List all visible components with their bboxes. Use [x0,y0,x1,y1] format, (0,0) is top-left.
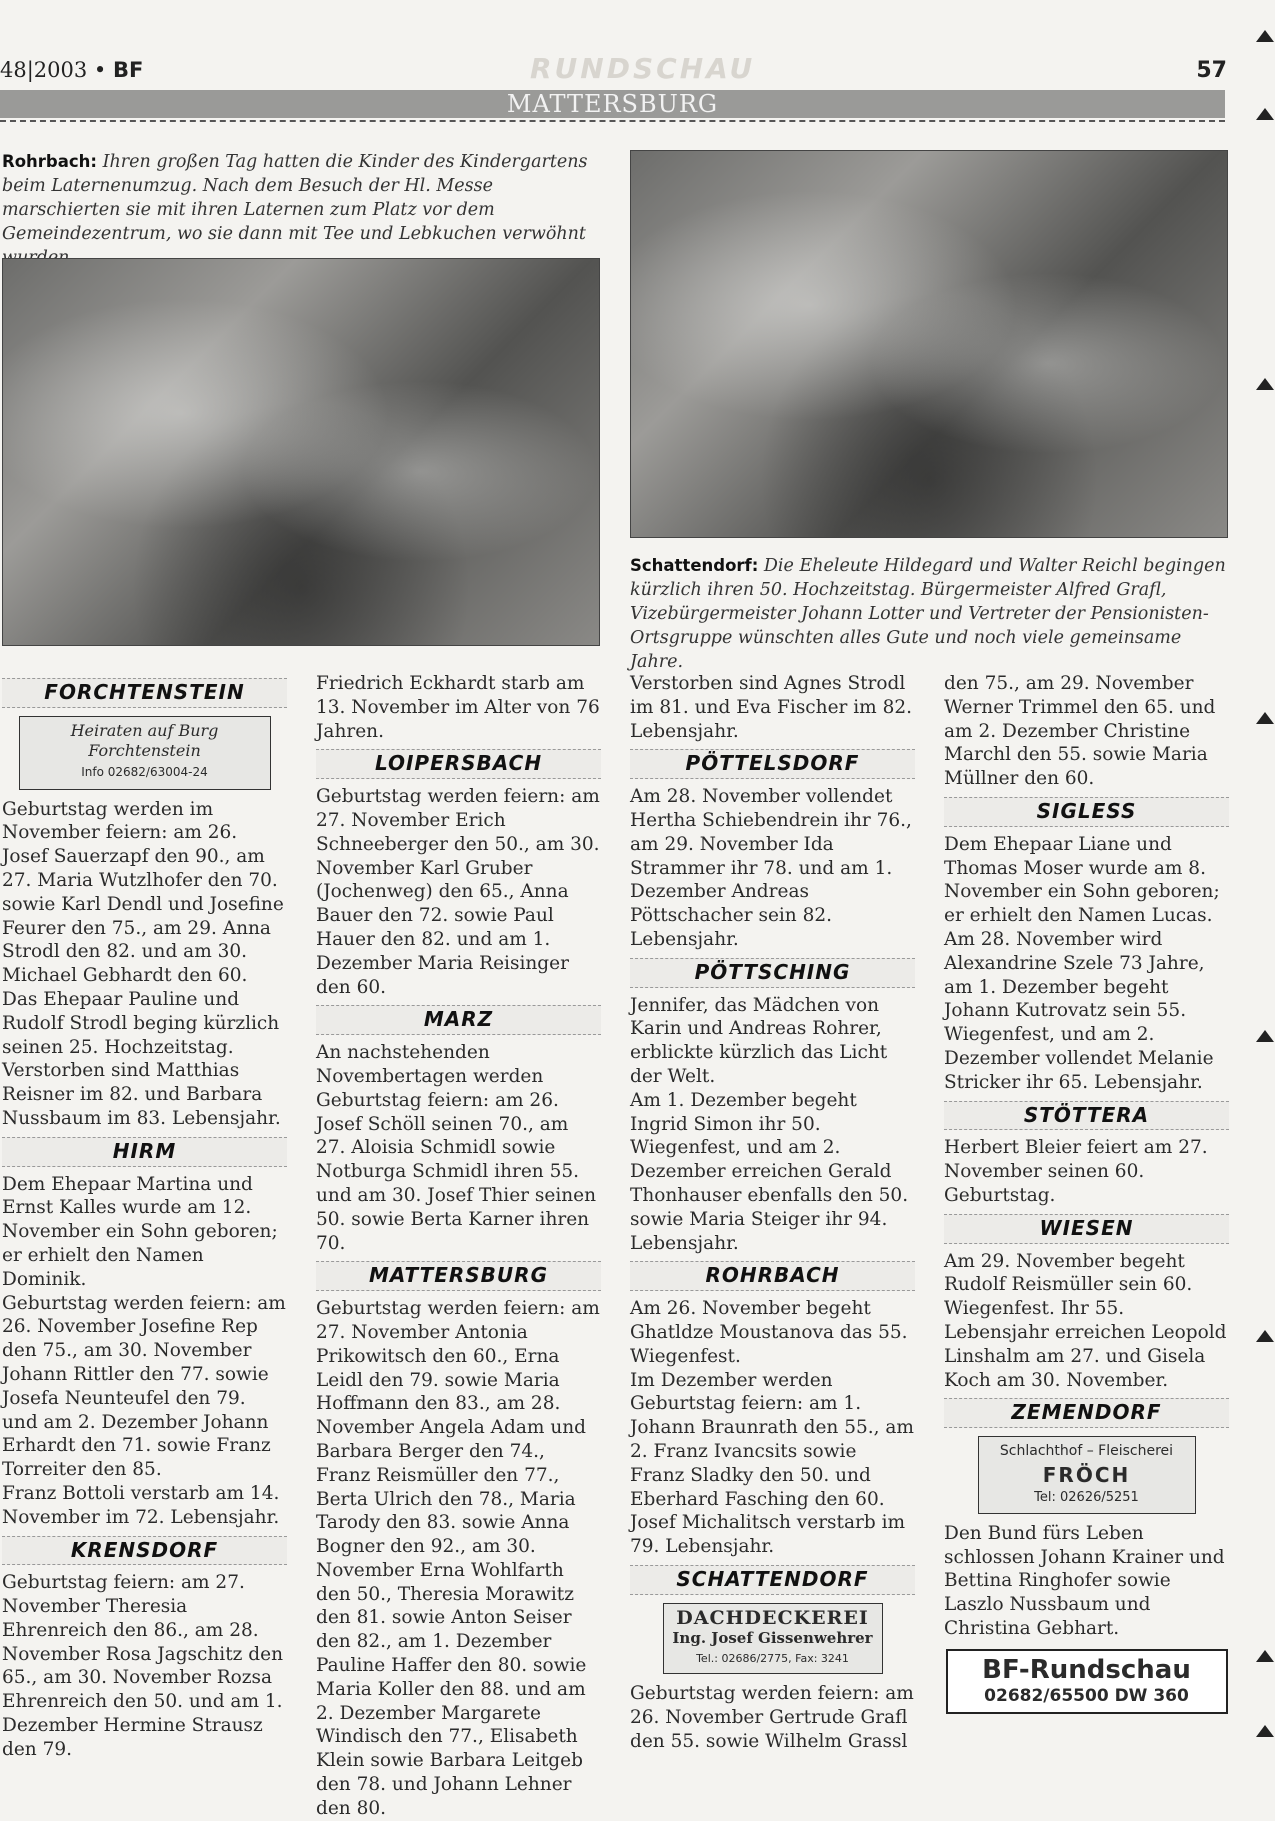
margin-mark [1256,1330,1274,1342]
photo-children-lantern-parade [2,258,600,646]
photo-left-caption [2,150,600,270]
article-paragraph: Geburtstag feiern: am 27. November Theresia Ehrenreich den 86., am 28. November Rosa Jagschitz den 65., am 30. November Rozsa Ehrenreich den 50. und am 1. Dezember Hermine Strausz den 79. [2,1572,283,1760]
ad-line: Info 02682/63004-24 [81,764,208,779]
ad-line: Heiraten auf Burg [70,720,219,740]
article-paragraph: Verstorben sind Matthias Reisner im 82. und Barbara Nussbaum im 83. Lebensjahr. [2,1060,281,1129]
article-paragraph: Am 1. Dezember begeht Ingrid Simon ihr 50. Wiegenfest, und am 2. Dezember erreichen Gerald Thonhauser ebenfalls den 50. sowie Maria Steiger ihr 94. Lebensjahr. [630,1089,909,1254]
section-title-forchtenstein: FORCHTENSTEIN [2,678,287,708]
section-title-poettsching: PÖTTSCHING [630,958,915,988]
article-paragraph: Am 29. November begeht Rudolf Reismüller sein 60. Wiegenfest. Ihr 55. Lebensjahr erreichen Leopold Linshalm am 27. und Gisela Koch am 30. November. [944,1250,1227,1391]
article-paragraph: Geburtstag werden feiern: am 27. November Antonia Prikowitsch den 60., Erna Leidl den 79. sowie Maria Hoffmann den 83., am 28. November Angela Adam und Barbara Berger den 74., Franz Reismüller den 77., Berta Ulrich den 78., Maria Tarody den 83. sowie Anna Bogner den 92., am 30. November Erna Wohlfarth den 50., Theresia Morawitz den 81. sowie Anton Seiser den 82., am 1. Dezember Pauline Haffer den 80. sowie Maria Koller den 88. und am 2. Dezember Margarete Windisch den 77., Elisabeth Klein sowie Barbara Leitgeb den 78. und Johann Lehner den 80. [316,1298,600,1819]
margin-mark [1256,378,1274,390]
article-paragraph: Geburtstag werden feiern: am 27. November Erich Schneeberger den 50., am 30. November Karl Gruber (Jochenweg) den 65., Anna Bauer den 72. sowie Paul Hauer den 82. und am 1. Dezember Maria Reisinger den 60. [316,786,600,998]
ad-dachdeckerei [663,1603,883,1675]
section-title-loipersbach: LOIPERSBACH [316,749,601,779]
article-paragraph: Dem Ehepaar Martina und Ernst Kalles wurde am 12. November ein Sohn geboren; er erhielt den Namen Dominik. [2,1173,278,1290]
header-divider [0,120,1225,122]
column-2 [316,672,601,1821]
section-title-krensdorf: KRENSDORF [2,1536,287,1566]
caption-text: Die Eheleute Hildegard und Walter Reichl begingen kürzlich ihren 50. Hochzeitstag. Bürgermeister Alfred Grafl, Vizebürgermeister Johann Lotter und Vertreter der Pensionisten-Ortsgruppe wünschten alles Gute und noch viele gemeinsame Jahre. [630,556,1226,672]
ad-line: Tel: 02626/5251 [1034,1489,1139,1505]
issue-brand: BF [113,58,144,82]
section-title-rohrbach: ROHRBACH [630,1261,915,1291]
section-title-poettelsdorf: PÖTTELSDORF [630,749,915,779]
margin-mark [1256,1030,1274,1042]
section-title-zemendorf: ZEMENDORF [944,1398,1229,1428]
article-paragraph: Geburtstag werden feiern: am 26. November Gertrude Grafl den 55. sowie Wilhelm Grassl [630,1683,914,1753]
section-title-stoettera: STÖTTERA [944,1101,1229,1131]
section-title-hirm: HIRM [2,1137,287,1167]
margin-mark [1256,1725,1274,1737]
caption-text: Ihren großen Tag hatten die Kinder des Kindergartens beim Laternenumzug. Nach dem Besuch der Hl. Messe marschierten sie mit ihren Laternen zum Platz vor dem Gemeindezentrum, wo sie dann mit Tee und Lebkuchen verwöhnt [2,152,588,244]
caption-place: Rohrbach: [2,152,97,171]
article-paragraph: Am 28. November vollendet Hertha Schiebendrein ihr 76., am 29. November Ida Strammer ihr 78. und am 1. Dezember Andreas Pöttschacher sein 82. Lebensjahr. [630,786,912,950]
article-paragraph: Franz Bottoli verstarb am 14. November im 72. Lebensjahr. [2,1482,280,1528]
article-paragraph: Den Bund fürs Leben schlossen Johann Krainer und Bettina Ringhofer sowie Laszlo Nussbaum und Christina Gebhart. [944,1522,1225,1639]
column-1 [2,672,287,1762]
article-paragraph: Geburtstag werden im November feiern: am 26. Josef Sauerzapf den 90., am 27. Maria Wutzlhofer den 70. sowie Karl Dendl und Josefine Feurer den 75., am 29. Anna Strodl den 82. und am 30. Michael Gebhardt den 60. [2,798,284,987]
article-paragraph: Friedrich Eckhardt starb am 13. November im Alter von 76 Jahren. [316,673,600,742]
ad-line: Forchtenstein [88,740,201,760]
article-paragraph: Geburtstag werden feiern: am 26. November Josefine Rep den 75., am 30. November Johann Rittler den 77. sowie Josefa Neunteufel den 79. und am 2. Dezember Johann Erhardt den 71. sowie Franz Torreiter den 85. [2,1292,286,1481]
photo-anniversary-couple [630,150,1228,538]
article-paragraph: Herbert Bleier feiert am 27. November seinen 60. Geburtstag. [944,1137,1208,1206]
ad-line: 02682/65500 DW 360 [984,1685,1189,1706]
article-paragraph: den 75., am 29. November Werner Trimmel den 65. und am 2. Dezember Christine Marchl den 55. sowie Maria Müllner den 60. [944,673,1216,790]
ad-line: Ing. Josef Gissenwehrer [672,1628,873,1647]
section-title-wiesen: WIESEN [944,1214,1229,1244]
ad-froech-fleischerei [978,1436,1196,1514]
article-paragraph: Im Dezember werden Geburtstag feiern: am 1. Johann Braunrath den 55., am 2. Franz Ivancsits sowie Franz Sladky den 50. und Eberhard Fasching den 60. [630,1369,914,1510]
ad-line: Tel.: 02686/2775, Fax: 3241 [696,1651,849,1665]
article-paragraph: Jennifer, das Mädchen von Karin und Andreas Rohrer, erblickte kürzlich das Licht der Welt. [630,994,888,1087]
photo-right-caption [630,554,1226,674]
article-paragraph: An nachstehenden Novembertagen werden Geburtstag feiern: am 26. Josef Schöll seinen 70., am 27. Aloisia Schmidl sowie Notburga Schmidl ihren 55. und am 30. Josef Thier seinen 50. sowie Berta Karner ihren 70. [316,1042,597,1254]
ad-line: FRÖCH [1042,1462,1131,1487]
section-title-marz: MARZ [316,1005,601,1035]
page-number: 57 [1196,58,1227,83]
article-paragraph: Verstorben sind Agnes Strodl im 81. und Eva Fischer im 82. Lebensjahr. [630,673,913,742]
margin-mark [1256,712,1274,724]
ad-line: BF-Rundschau [982,1654,1191,1685]
margin-mark [1256,108,1274,120]
section-title-mattersburg: MATTERSBURG [316,1261,601,1291]
article-paragraph: Josef Michalitsch verstarb im 79. Lebensjahr. [630,1512,906,1558]
caption-place: Schattendorf: [630,556,759,575]
margin-mark [1256,30,1274,42]
margin-mark [1256,1650,1274,1662]
section-title-sigless: SIGLESS [944,797,1229,827]
column-3 [630,672,915,1754]
article-paragraph: Dem Ehepaar Liane und Thomas Moser wurde am 8. November ein Sohn geboren; er erhielt den Namen Lucas. [944,833,1220,927]
ad-line: DACHDECKEREI [676,1606,869,1629]
section-title-schattendorf: SCHATTENDORF [630,1565,915,1595]
ad-heiraten-burg [19,716,271,790]
ad-bf-rundschau [946,1649,1228,1715]
article-paragraph: Am 26. November begeht Ghatldze Moustanova das 55. Wiegenfest. [630,1298,908,1367]
section-band-title: MATTERSBURG [506,90,719,118]
ad-line: Schlachthof – Fleischerei [999,1443,1174,1460]
article-paragraph: Das Ehepaar Pauline und Rudolf Strodl beging kürzlich seinen 25. Hochzeitstag. [2,988,280,1058]
article-paragraph: Am 28. November wird Alexandrine Szele 73 Jahre, am 1. Dezember begeht Johann Kutrovatz sein 55. Wiegenfest, und am 2. Dezember vollendet Melanie Stricker ihr 65. Lebensjahr. [944,928,1214,1093]
issue-label: 48|2003 • BF [0,58,144,82]
column-4 [944,672,1229,1722]
masthead-rundschau: RUNDSCHAU [530,52,756,85]
